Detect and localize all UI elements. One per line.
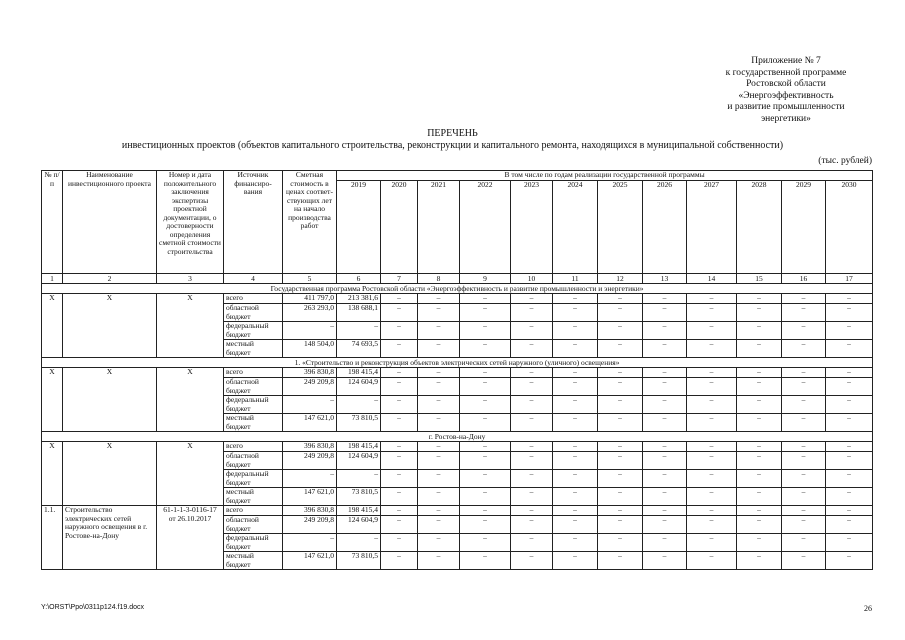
cell-dash: – (826, 378, 873, 396)
appendix-line: Приложение № 7 (751, 56, 821, 66)
table-row (42, 506, 873, 516)
cell-2019: 213 381,6 (337, 294, 381, 304)
cell-dash: – (511, 534, 553, 552)
cell-dash: – (553, 322, 598, 340)
cell-dash: – (643, 442, 687, 452)
column-number: 14 (687, 274, 737, 284)
cell-dash: – (782, 414, 826, 432)
header-year: 2026 (643, 181, 687, 274)
cell-dash: – (381, 442, 418, 452)
cell-dash: – (598, 294, 643, 304)
table-row (42, 442, 873, 452)
cell-cost: – (283, 470, 337, 488)
cell-dash: – (553, 442, 598, 452)
cell-dash: – (511, 378, 553, 396)
cell-dash: – (418, 378, 460, 396)
cell-dash: – (598, 506, 643, 516)
cell-dash: – (553, 414, 598, 432)
cell-dash: – (418, 368, 460, 378)
cell-source: федеральный бюджет (224, 322, 283, 340)
section-title: Государственная программа Ростовской области «Энергоэффективность и развитие промышленности и энергетики» (42, 284, 873, 294)
cell-num: Х (42, 442, 63, 506)
cell-source: областной бюджет (224, 378, 283, 396)
cell-dash: – (460, 396, 511, 414)
cell-dash: – (418, 322, 460, 340)
cell-dash: – (418, 534, 460, 552)
cell-dash: – (553, 396, 598, 414)
cell-dash: – (553, 534, 598, 552)
cell-dash: – (826, 516, 873, 534)
cell-cost: 147 621,0 (283, 414, 337, 432)
header-year: 2030 (826, 181, 873, 274)
cell-dash: – (643, 294, 687, 304)
cell-dash: – (643, 488, 687, 506)
cell-dash: – (643, 534, 687, 552)
cell-2019: 124 604,9 (337, 452, 381, 470)
appendix-line: к государственной программе (725, 67, 847, 78)
cell-dash: – (460, 452, 511, 470)
header-year: 2020 (381, 181, 418, 274)
header-year: 2028 (737, 181, 782, 274)
cell-dash: – (826, 340, 873, 358)
cell-cost: 396 830,8 (283, 368, 337, 378)
cell-dash: – (737, 552, 782, 570)
cell-docs: Х (157, 442, 224, 506)
cell-dash: – (418, 516, 460, 534)
cell-source: местный бюджет (224, 552, 283, 570)
cell-cost: 396 830,8 (283, 442, 337, 452)
cell-dash: – (381, 506, 418, 516)
cell-2019: 124 604,9 (337, 378, 381, 396)
cell-dash: – (553, 488, 598, 506)
header-years-group: В том числе по годам реализации государственной программы (337, 171, 873, 181)
section-title: г. Ростов-на-Дону (42, 432, 873, 442)
cell-2019: – (337, 534, 381, 552)
cell-dash: – (737, 304, 782, 322)
column-number: 12 (598, 274, 643, 284)
cell-dash: – (381, 396, 418, 414)
cell-2019: – (337, 396, 381, 414)
cell-dash: – (553, 506, 598, 516)
header-num: № п/п (42, 171, 63, 274)
cell-dash: – (826, 552, 873, 570)
cell-source: областной бюджет (224, 452, 283, 470)
cell-dash: – (381, 368, 418, 378)
column-number: 1 (42, 274, 63, 284)
cell-dash: – (553, 340, 598, 358)
cell-dash: – (782, 322, 826, 340)
cell-dash: – (826, 452, 873, 470)
cell-dash: – (782, 470, 826, 488)
cell-dash: – (687, 294, 737, 304)
cell-num: Х (42, 368, 63, 432)
cell-dash: – (460, 552, 511, 570)
cell-cost: 147 621,0 (283, 488, 337, 506)
header-name: Наименование инвестиционного проекта (63, 171, 157, 274)
cell-dash: – (418, 552, 460, 570)
cell-dash: – (460, 322, 511, 340)
cell-dash: – (511, 552, 553, 570)
cell-dash: – (598, 368, 643, 378)
cell-dash: – (643, 470, 687, 488)
appendix-line: и развитие промышленности (727, 102, 845, 112)
cell-dash: – (737, 396, 782, 414)
cell-2019: 198 415,4 (337, 442, 381, 452)
cell-dash: – (511, 414, 553, 432)
cell-dash: – (643, 552, 687, 570)
cell-dash: – (598, 304, 643, 322)
cell-dash: – (687, 368, 737, 378)
cell-dash: – (782, 552, 826, 570)
cell-dash: – (782, 506, 826, 516)
cell-dash: – (826, 488, 873, 506)
cell-num: Х (42, 294, 63, 358)
cell-dash: – (598, 488, 643, 506)
cell-source: местный бюджет (224, 414, 283, 432)
cell-source: всего (224, 368, 283, 378)
cell-dash: – (643, 340, 687, 358)
cell-dash: – (687, 396, 737, 414)
cell-name: Х (63, 368, 157, 432)
cell-dash: – (737, 470, 782, 488)
cell-dash: – (598, 340, 643, 358)
cell-dash: – (460, 516, 511, 534)
cell-dash: – (553, 452, 598, 470)
cell-dash: – (737, 488, 782, 506)
cell-dash: – (643, 414, 687, 432)
header-year: 2019 (337, 181, 381, 274)
cell-dash: – (826, 470, 873, 488)
cell-dash: – (553, 378, 598, 396)
cell-dash: – (737, 368, 782, 378)
cell-dash: – (826, 534, 873, 552)
cell-source: областной бюджет (224, 516, 283, 534)
cell-2019: 124 604,9 (337, 516, 381, 534)
page-number: 26 (864, 604, 872, 613)
cell-dash: – (418, 488, 460, 506)
cell-dash: – (511, 368, 553, 378)
cell-dash: – (687, 452, 737, 470)
cell-docs: 61-1-1-3-0116-17 от 26.10.2017 (157, 506, 224, 570)
cell-dash: – (826, 304, 873, 322)
header-source: Источник финансиро-вания (224, 171, 283, 274)
cell-dash: – (598, 414, 643, 432)
cell-dash: – (418, 304, 460, 322)
cell-dash: – (826, 442, 873, 452)
cell-dash: – (687, 506, 737, 516)
cell-cost: 411 797,0 (283, 294, 337, 304)
cell-source: федеральный бюджет (224, 534, 283, 552)
cell-dash: – (511, 304, 553, 322)
footer-file-path: Y:\ORST\Ppo\0311p124.f19.docx (41, 604, 144, 611)
cell-dash: – (511, 442, 553, 452)
header-docs: Номер и дата положительного заключения экспертизы проектной документации, о достоверности определения сметной стоимости строительства (157, 171, 224, 274)
cell-2019: 198 415,4 (337, 368, 381, 378)
cell-2019: 73 810,5 (337, 414, 381, 432)
cell-dash: – (511, 396, 553, 414)
section-row (42, 284, 873, 294)
cell-dash: – (553, 552, 598, 570)
cell-dash: – (511, 294, 553, 304)
column-number: 9 (460, 274, 511, 284)
cell-dash: – (598, 470, 643, 488)
cell-dash: – (826, 368, 873, 378)
header-year: 2029 (782, 181, 826, 274)
cell-source: всего (224, 442, 283, 452)
cell-dash: – (687, 470, 737, 488)
cell-dash: – (687, 414, 737, 432)
cell-dash: – (381, 378, 418, 396)
cell-dash: – (826, 294, 873, 304)
cell-dash: – (381, 552, 418, 570)
cell-dash: – (737, 506, 782, 516)
units-label: (тыс. рублей) (818, 156, 872, 166)
column-number: 8 (418, 274, 460, 284)
cell-dash: – (643, 396, 687, 414)
cell-dash: – (460, 506, 511, 516)
cell-2019: – (337, 322, 381, 340)
cell-dash: – (381, 322, 418, 340)
header-cost: Сметная стоимость в ценах соответ-ствующих лет на начало производства работ (283, 171, 337, 274)
cell-dash: – (553, 294, 598, 304)
column-number: 16 (782, 274, 826, 284)
cell-num: 1.1. (42, 506, 63, 570)
cell-docs: Х (157, 294, 224, 358)
cell-dash: – (460, 442, 511, 452)
cell-dash: – (782, 294, 826, 304)
column-number: 7 (381, 274, 418, 284)
cell-dash: – (553, 470, 598, 488)
header-year: 2022 (460, 181, 511, 274)
cell-name: Х (63, 442, 157, 506)
cell-dash: – (598, 322, 643, 340)
cell-dash: – (418, 442, 460, 452)
column-number: 4 (224, 274, 283, 284)
cell-dash: – (598, 442, 643, 452)
header-year: 2024 (553, 181, 598, 274)
section-row (42, 432, 873, 442)
cell-2019: 74 693,5 (337, 340, 381, 358)
cell-dash: – (553, 368, 598, 378)
cell-dash: – (460, 470, 511, 488)
cell-dash: – (687, 552, 737, 570)
cell-dash: – (460, 304, 511, 322)
cell-2019: 138 688,1 (337, 304, 381, 322)
cell-dash: – (737, 442, 782, 452)
cell-dash: – (737, 340, 782, 358)
cell-dash: – (418, 294, 460, 304)
cell-dash: – (598, 516, 643, 534)
cell-dash: – (553, 516, 598, 534)
cell-dash: – (381, 516, 418, 534)
header-row (42, 171, 873, 181)
cell-source: местный бюджет (224, 488, 283, 506)
cell-dash: – (737, 378, 782, 396)
cell-cost: 147 621,0 (283, 552, 337, 570)
cell-dash: – (598, 452, 643, 470)
cell-dash: – (782, 488, 826, 506)
cell-source: федеральный бюджет (224, 396, 283, 414)
cell-dash: – (737, 516, 782, 534)
document-subtitle: инвестиционных проектов (объектов капитального строительства, реконструкции и капитального ремонта, находящихся в муниципальной собственности) (121, 140, 784, 151)
table-row (42, 368, 873, 378)
cell-dash: – (687, 442, 737, 452)
column-number: 10 (511, 274, 553, 284)
cell-dash: – (643, 506, 687, 516)
appendix-line: Ростовской области (746, 79, 826, 89)
cell-source: федеральный бюджет (224, 470, 283, 488)
header-year: 2021 (418, 181, 460, 274)
cell-dash: – (737, 322, 782, 340)
header-year: 2025 (598, 181, 643, 274)
cell-2019: – (337, 470, 381, 488)
column-number: 6 (337, 274, 381, 284)
cell-dash: – (782, 368, 826, 378)
cell-dash: – (737, 414, 782, 432)
cell-dash: – (418, 396, 460, 414)
cell-dash: – (418, 340, 460, 358)
cell-dash: – (598, 378, 643, 396)
cell-dash: – (381, 452, 418, 470)
cell-dash: – (782, 452, 826, 470)
cell-dash: – (687, 534, 737, 552)
cell-dash: – (511, 506, 553, 516)
cell-source: областной бюджет (224, 304, 283, 322)
cell-2019: 73 810,5 (337, 552, 381, 570)
cell-cost: 263 293,0 (283, 304, 337, 322)
column-number: 15 (737, 274, 782, 284)
cell-cost: 148 504,0 (283, 340, 337, 358)
cell-source: местный бюджет (224, 340, 283, 358)
cell-dash: – (460, 340, 511, 358)
cell-dash: – (511, 452, 553, 470)
cell-dash: – (737, 534, 782, 552)
column-number: 17 (826, 274, 873, 284)
cell-dash: – (643, 368, 687, 378)
cell-cost: 249 209,8 (283, 378, 337, 396)
table-row (42, 294, 873, 304)
cell-dash: – (782, 534, 826, 552)
cell-dash: – (643, 322, 687, 340)
cell-docs: Х (157, 368, 224, 432)
cell-dash: – (782, 396, 826, 414)
cell-dash: – (782, 442, 826, 452)
cell-2019: 198 415,4 (337, 506, 381, 516)
cell-dash: – (511, 516, 553, 534)
projects-table (41, 170, 873, 570)
section-row (42, 358, 873, 368)
cell-dash: – (598, 534, 643, 552)
cell-source: всего (224, 506, 283, 516)
cell-2019: 73 810,5 (337, 488, 381, 506)
cell-source: всего (224, 294, 283, 304)
cell-dash: – (737, 452, 782, 470)
cell-dash: – (460, 414, 511, 432)
appendix-line: энергетики» (761, 113, 811, 124)
cell-dash: – (381, 488, 418, 506)
cell-cost: – (283, 322, 337, 340)
cell-dash: – (643, 304, 687, 322)
cell-cost: – (283, 396, 337, 414)
cell-dash: – (687, 340, 737, 358)
cell-dash: – (381, 340, 418, 358)
cell-dash: – (381, 294, 418, 304)
column-number: 11 (553, 274, 598, 284)
cell-cost: 249 209,8 (283, 516, 337, 534)
column-numbers-row (42, 274, 873, 284)
cell-dash: – (687, 488, 737, 506)
appendix-block (700, 56, 872, 125)
cell-dash: – (737, 294, 782, 304)
cell-dash: – (598, 552, 643, 570)
column-number: 13 (643, 274, 687, 284)
header-year: 2023 (511, 181, 553, 274)
document-title: ПЕРЕЧЕНЬ (427, 128, 478, 139)
cell-dash: – (643, 452, 687, 470)
column-number: 3 (157, 274, 224, 284)
cell-dash: – (511, 488, 553, 506)
cell-dash: – (418, 470, 460, 488)
cell-dash: – (511, 322, 553, 340)
cell-dash: – (553, 304, 598, 322)
cell-dash: – (598, 396, 643, 414)
cell-dash: – (826, 396, 873, 414)
cell-dash: – (687, 304, 737, 322)
cell-dash: – (511, 470, 553, 488)
cell-cost: 396 830,8 (283, 506, 337, 516)
cell-dash: – (418, 414, 460, 432)
cell-dash: – (826, 506, 873, 516)
cell-cost: – (283, 534, 337, 552)
cell-name: Х (63, 294, 157, 358)
cell-dash: – (782, 340, 826, 358)
cell-dash: – (643, 378, 687, 396)
cell-dash: – (418, 452, 460, 470)
cell-name: Строительство электрических сетей наружного освещения в г. Ростове-на-Дону (63, 506, 157, 570)
cell-dash: – (460, 368, 511, 378)
cell-dash: – (687, 378, 737, 396)
cell-dash: – (381, 414, 418, 432)
cell-dash: – (782, 516, 826, 534)
cell-dash: – (381, 470, 418, 488)
cell-cost: 249 209,8 (283, 452, 337, 470)
cell-dash: – (460, 534, 511, 552)
cell-dash: – (826, 322, 873, 340)
cell-dash: – (381, 304, 418, 322)
cell-dash: – (418, 506, 460, 516)
header-year: 2027 (687, 181, 737, 274)
cell-dash: – (381, 534, 418, 552)
cell-dash: – (782, 304, 826, 322)
cell-dash: – (782, 378, 826, 396)
section-title: 1. «Строительство и реконструкция объектов электрических сетей наружного (уличного) освещения» (42, 358, 873, 368)
appendix-line: «Энергоэффективность (738, 90, 834, 101)
column-number: 5 (283, 274, 337, 284)
cell-dash: – (460, 294, 511, 304)
column-number: 2 (63, 274, 157, 284)
cell-dash: – (687, 516, 737, 534)
cell-dash: – (826, 414, 873, 432)
cell-dash: – (511, 340, 553, 358)
cell-dash: – (460, 488, 511, 506)
cell-dash: – (687, 322, 737, 340)
cell-dash: – (643, 516, 687, 534)
cell-dash: – (460, 378, 511, 396)
